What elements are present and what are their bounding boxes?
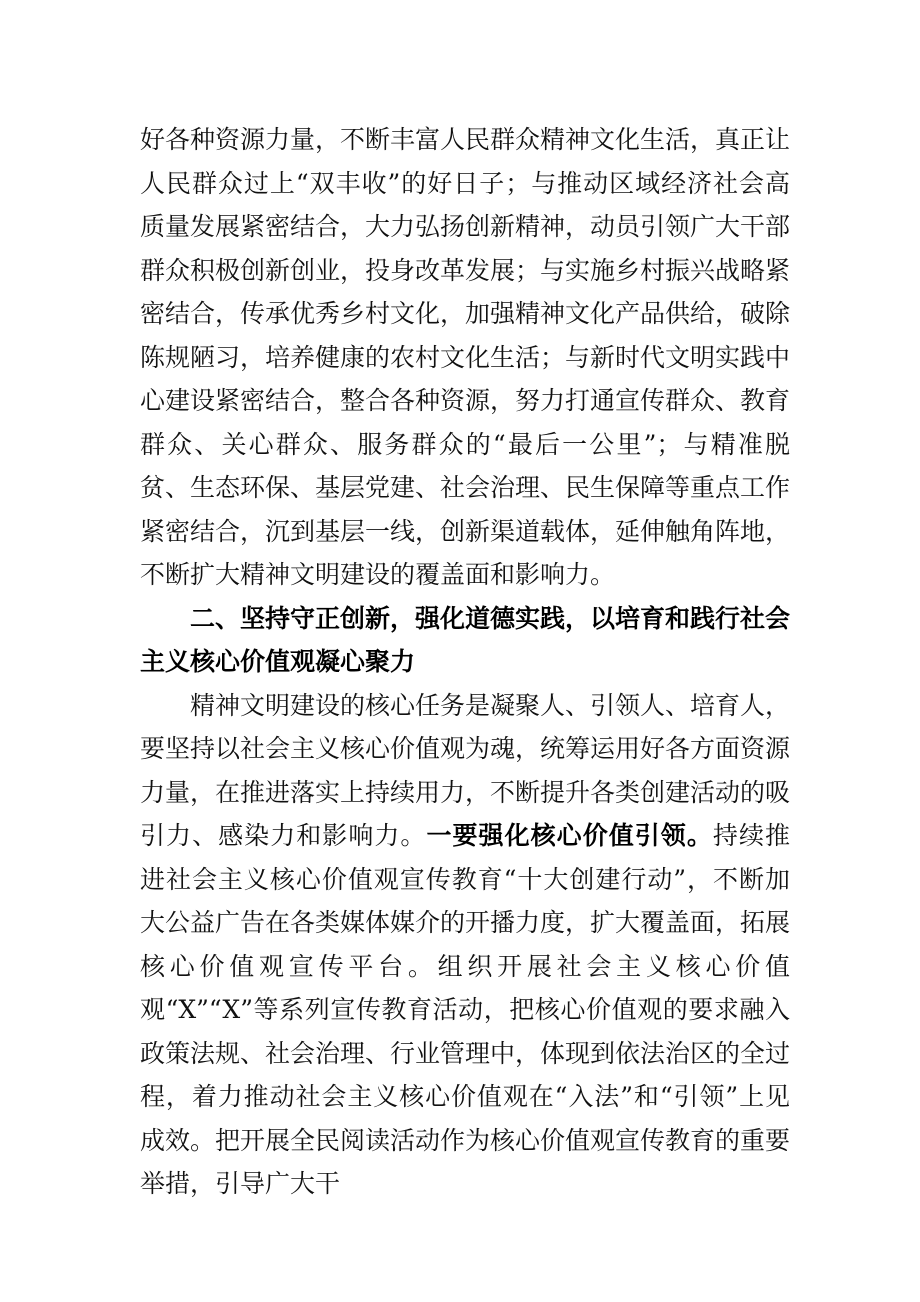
body-paragraph-2 bbox=[140, 684, 790, 1206]
body-paragraph-2-bold-lead: 一要强化核心价值引领。 bbox=[426, 821, 713, 850]
body-paragraph-2-intro: 精神文明建设的核心任务是凝聚人、引领人、培育人，要坚持以社会主义核心价值观为魂，统筹运用好各方面资源力量，在推进落实上持续用力，不断提升各类创建活动的吸引力、感染力和影响力。 bbox=[140, 690, 791, 850]
section-heading: 二、坚持守正创新，强化道德实践，以培育和践行社会主义核心价值观凝心聚力 bbox=[140, 603, 791, 676]
body-paragraph-1: 好各种资源力量，不断丰富人民群众精神文化生活，真正让人民群众过上“双丰收”的好日子；与推动区域经济社会高质量发展紧密结合，大力弘扬创新精神，动员引领广大干部群众积极创新创业，投身改革发展；与实施乡村振兴战略紧密结合，传承优秀乡村文化，加强精神文化产品供给，破除陈规陋习，培养健康的农村文化生活；与新时代文明实践中心建设紧密结合，整合各种资源，努力打通宣传群众、教育群众、关心群众、服务群众的“最后一公里”；与精准脱贫、生态环保、基层党建、社会治理、民生保障等重点工作紧密结合，沉到基层一线，创新渠道载体，延伸触角阵地，不断扩大精神文明建设的覆盖面和影响力。 bbox=[140, 125, 791, 589]
document-body bbox=[140, 118, 790, 1206]
body-paragraph-2-body: 持续推进社会主义核心价值观宣传教育“十大创建行动”，不断加大公益广告在各类媒体媒介的开播力度，扩大覆盖面，拓展核心价值观宣传平台。组织开展社会主义核心价值观“X”“X”等系列宣传教育活动，把核心价值观的要求融入政策法规、社会治理、行业管理中，体现到依法治区的全过程，着力推动社会主义核心价值观在“入法”和“引领”上见成效。把开展全民阅读活动作为核心价值观宣传教育的重要举措，引导广大干 bbox=[140, 821, 791, 1198]
